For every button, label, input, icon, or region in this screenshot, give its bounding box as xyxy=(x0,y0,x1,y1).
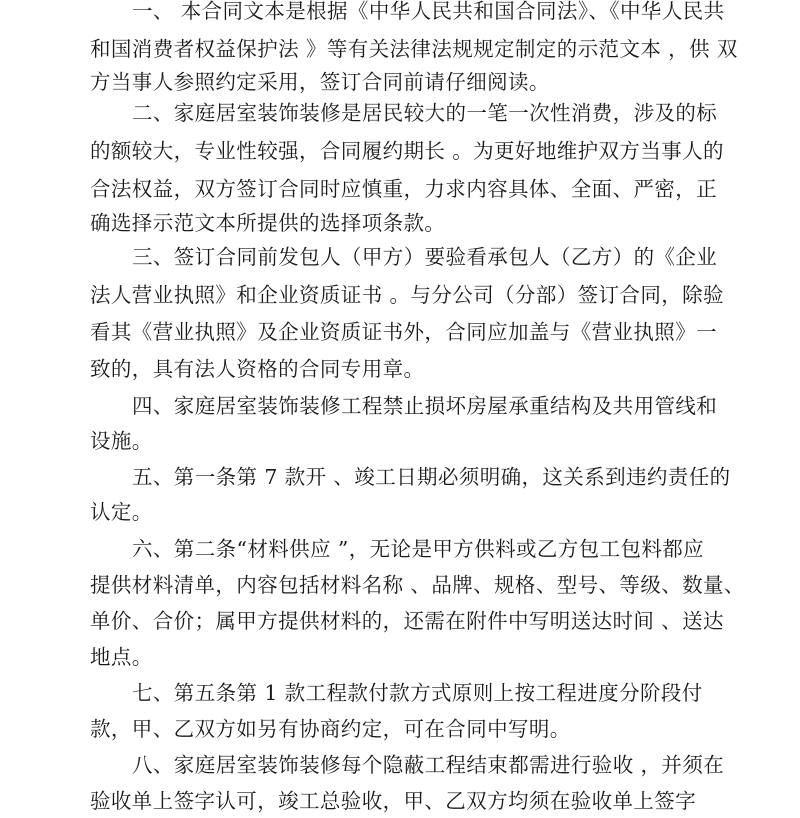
paragraph-3-line-1: 三、签订合同前发包人（甲方）要验看承包人（乙方）的《企业 xyxy=(132,245,718,269)
paragraph-1-line-2: 和国消费者权益保护法 》等有关法律法规规定制定的示范文本 ，供 双 xyxy=(90,37,738,61)
paragraph-8-line-2: 验收单上签字认可，竣工总验收，甲、乙双方均须在验收单上签字 xyxy=(90,789,697,813)
paragraph-1-line-1: 一、 本合同文本是根据《中华人民共和国合同法》、《中华人民共 xyxy=(132,0,725,23)
paragraph-6-line-1: 六、第二条“材料供应 ”，无论是甲方供料或乙方包工包料都应 xyxy=(132,537,705,561)
paragraph-8-line-1: 八、家庭居室装饰装修每个隐蔽工程结束都需进行验收 ，并须在 xyxy=(132,753,725,777)
paragraph-3-line-3: 看其《营业执照》及企业资质证书外，合同应加盖与《营业执照》一 xyxy=(90,320,717,344)
paragraph-2-line-2: 的额较大，专业性较强，合同履约期长 。为更好地维护双方当事人的 xyxy=(90,139,724,163)
paragraph-2-line-4: 确选择示范文本所提供的选择项条款。 xyxy=(90,211,446,235)
paragraph-1-line-3: 方当事人参照约定采用，签订合同前请仔细阅读。 xyxy=(90,70,550,94)
paragraph-4-line-1: 四、家庭居室装饰装修工程禁止损坏房屋承重结构及共用管线和 xyxy=(132,394,718,418)
paragraph-3-line-4: 致的，具有法人资格的合同专用章。 xyxy=(90,357,425,381)
paragraph-5-line-2: 认定。 xyxy=(90,500,153,524)
paragraph-5-line-1: 五、第一条第 7 款开 、竣工日期必须明确，这关系到违约责任的 xyxy=(132,465,731,489)
paragraph-6-line-4: 地点。 xyxy=(90,645,153,669)
paragraph-2-line-3: 合法权益，双方签订合同时应慎重，力求内容具体、全面、严密，正 xyxy=(90,177,717,201)
paragraph-4-line-2: 设施。 xyxy=(90,429,153,453)
paragraph-6-line-2: 提供材料清单，内容包括材料名称 、品牌、规格、型号、等级、数量、 xyxy=(90,573,745,597)
paragraph-3-line-2: 法人营业执照》和企业资质证书 。与分公司（分部）签订合同，除验 xyxy=(90,283,724,307)
paragraph-7-line-2: 款，甲、乙双方如另有协商约定，可在合同中写明。 xyxy=(90,717,571,741)
paragraph-6-line-3: 单价、合价；属甲方提供材料的，还需在附件中写明送达时间 、送达 xyxy=(90,609,724,633)
paragraph-2-line-1: 二、家庭居室装饰装修是居民较大的一笔一次性消费，涉及的标 xyxy=(132,101,718,125)
paragraph-7-line-1: 七、第五条第 1 款工程款付款方式原则上按工程进度分阶段付 xyxy=(132,681,703,705)
